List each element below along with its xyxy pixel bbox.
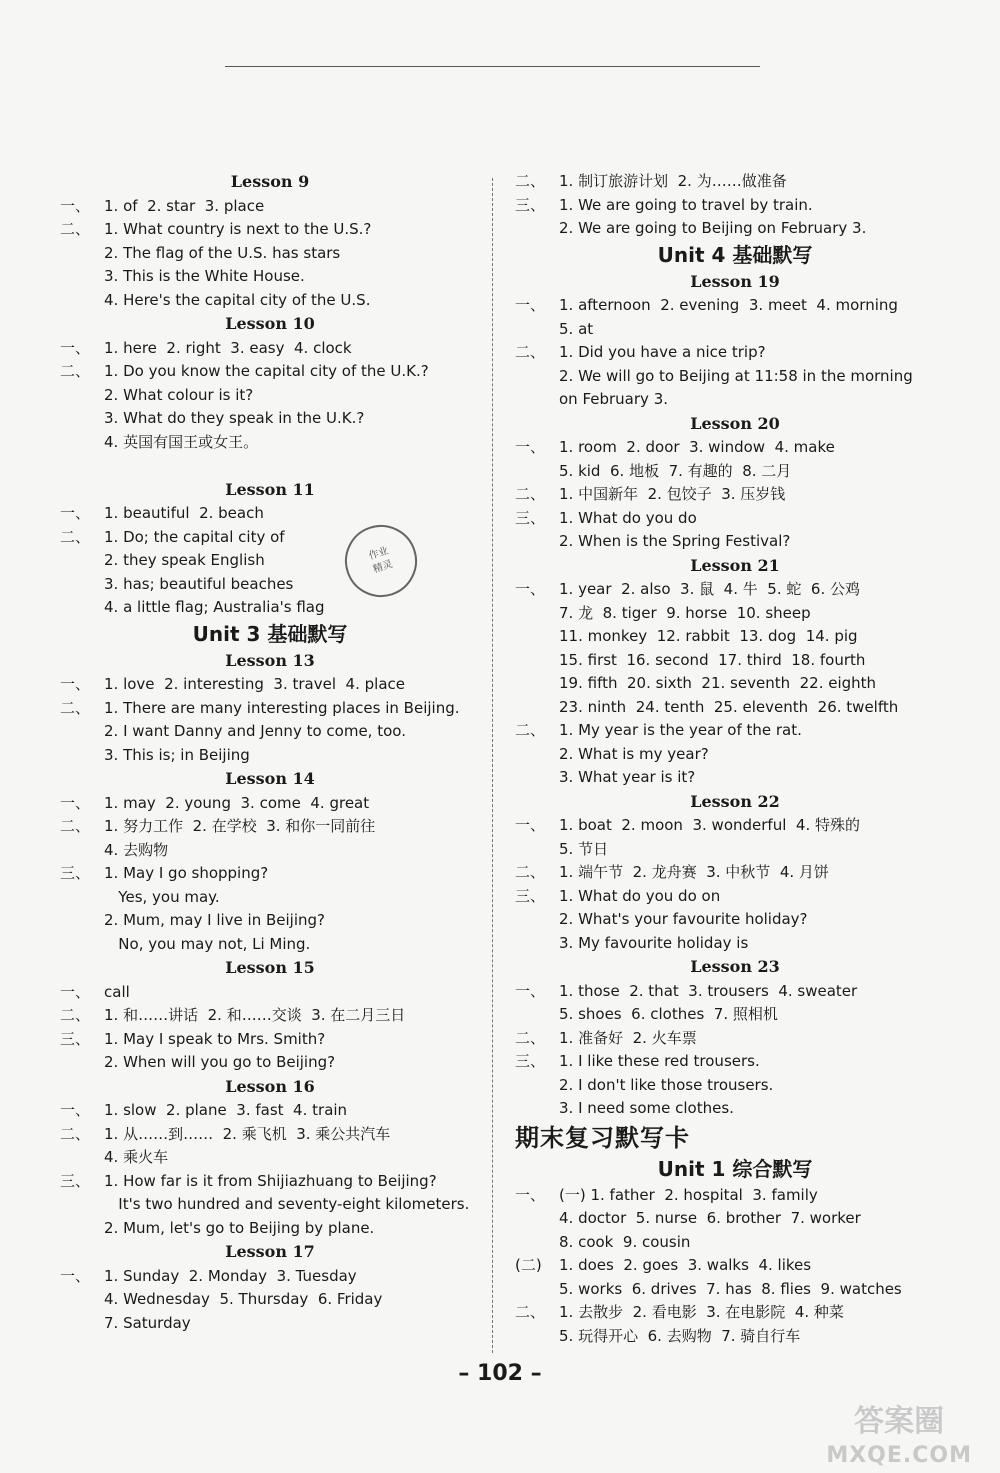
- answer-line: [515, 766, 955, 790]
- lesson-heading: Lesson 9: [230, 172, 310, 191]
- answer-text: 1. May I speak to Mrs. Smith?: [104, 1029, 326, 1048]
- answer-prefix: 二、: [515, 1028, 546, 1047]
- answer-text: 19. fifth 20. sixth 21. seventh 22. eighth: [559, 674, 877, 692]
- answer-line: [515, 1027, 955, 1051]
- answer-prefix: 一、: [515, 816, 546, 834]
- answer-prefix: 一、: [60, 982, 91, 1001]
- answer-text: 11. monkey 12. rabbit 13. dog 14. pig: [559, 627, 858, 645]
- answer-line: [60, 195, 480, 219]
- answer-prefix: 三、: [60, 1029, 91, 1048]
- answer-text: 2. Mum, may I live in Beijing?: [104, 911, 325, 929]
- lesson-heading: Lesson 14: [225, 769, 315, 788]
- answer-prefix: 三、: [515, 1052, 546, 1070]
- answer-line: [60, 1217, 480, 1241]
- lesson-heading: Lesson 21: [690, 555, 780, 575]
- answer-line: [60, 744, 480, 768]
- answer-line: [60, 886, 480, 910]
- answer-prefix: 二、: [60, 1124, 91, 1143]
- answer-line: [515, 170, 955, 194]
- answer-line: [60, 792, 480, 816]
- answer-line: [515, 932, 955, 956]
- answer-prefix: 一、: [60, 675, 91, 693]
- left-column: [60, 170, 480, 1335]
- answer-text: 1. 去散步 2. 看电影 3. 在电影院 4. 种菜: [559, 1303, 844, 1321]
- answer-text: 3. I need some clothes.: [559, 1099, 734, 1117]
- answer-line: [60, 1193, 480, 1217]
- answer-line: [515, 318, 955, 342]
- answer-line: [60, 1028, 480, 1052]
- answer-line: [515, 602, 955, 626]
- answer-text: 8. cook 9. cousin: [559, 1232, 691, 1251]
- answer-text: 1. here 2. right 3. easy 4. clock: [104, 338, 352, 357]
- answer-text: 1. 中国新年 2. 包饺子 3. 压岁钱: [559, 485, 786, 503]
- answer-prefix: 一、: [515, 580, 546, 598]
- answer-line: [60, 1051, 480, 1075]
- answer-line: [515, 460, 955, 484]
- answer-line: [515, 217, 955, 241]
- answer-prefix: 一、: [515, 1185, 546, 1204]
- answer-line: [60, 1312, 480, 1336]
- page-number-value: 102: [477, 1361, 523, 1386]
- right-column: [515, 170, 955, 1348]
- answer-text: 5. shoes 6. clothes 7. 照相机: [559, 1005, 778, 1023]
- stamp-text-1: 作业: [367, 545, 390, 563]
- answer-line: [60, 933, 480, 957]
- answer-text: 3. What year is it?: [559, 768, 696, 786]
- answer-line: [515, 625, 955, 649]
- answer-line: [515, 1231, 955, 1255]
- answer-line: [60, 1265, 480, 1289]
- answer-line: [515, 1184, 955, 1208]
- answer-text: 1. We are going to travel by train.: [559, 195, 813, 214]
- answer-line: [60, 815, 480, 839]
- answer-text: 1. I like these red trousers.: [559, 1052, 760, 1070]
- answer-line: [515, 341, 955, 365]
- answer-text: 1. beautiful 2. beach: [104, 504, 264, 522]
- answer-text: 1. There are many interesting places in Beijing.: [104, 698, 460, 717]
- answer-prefix: 三、: [515, 886, 546, 905]
- column-divider: [492, 178, 493, 1353]
- answer-text: Yes, you may.: [104, 887, 220, 906]
- answer-line: [515, 1050, 955, 1074]
- answer-prefix: 二、: [60, 817, 91, 835]
- answer-line: [60, 1146, 480, 1170]
- answer-line: [60, 1099, 480, 1123]
- answer-text: 1. 端午节 2. 龙舟赛 3. 中秋节 4. 月饼: [559, 863, 829, 881]
- answer-text: 2. When will you go to Beijing?: [104, 1053, 336, 1071]
- answer-text: 1. 和……讲话 2. 和……交谈 3. 在二月三日: [104, 1006, 406, 1024]
- answer-line: [60, 1170, 480, 1194]
- lesson-heading: Lesson 10: [225, 314, 315, 333]
- answer-line: [515, 838, 955, 862]
- answer-text: 1. May I go shopping?: [104, 864, 269, 882]
- answer-text: 2. The flag of the U.S. has stars: [104, 243, 341, 262]
- answer-line: [60, 981, 480, 1005]
- answer-line: [60, 697, 480, 721]
- answer-line: [60, 502, 480, 526]
- answer-text: 1. What do you do on: [559, 886, 721, 905]
- answer-line: [515, 908, 955, 932]
- answer-text: 2. What is my year?: [559, 744, 709, 763]
- answer-text: 2. Mum, let's go to Beijing by plane.: [104, 1218, 375, 1237]
- watermark-url: MXQE.COM: [826, 1443, 972, 1468]
- lesson-heading: Lesson 11: [225, 479, 315, 499]
- answer-prefix: 二、: [515, 172, 546, 190]
- answer-text: 5. 节日: [559, 839, 609, 858]
- answer-prefix: 二、: [515, 485, 546, 503]
- answer-line: [515, 578, 955, 602]
- top-rule: [225, 66, 760, 67]
- unit-heading: Unit 4 基础默写: [657, 242, 813, 267]
- answer-line: [515, 719, 955, 743]
- answer-text: 1. year 2. also 3. 鼠 4. 牛 5. 蛇 6. 公鸡: [559, 580, 860, 598]
- answer-line: [60, 720, 480, 744]
- answer-text: 1. How far is it from Shijiazhuang to Beijing?: [104, 1171, 437, 1190]
- answer-prefix: 二、: [515, 1303, 546, 1321]
- answer-line: [60, 909, 480, 933]
- answer-text: 2. What's your favourite holiday?: [559, 910, 808, 928]
- answer-line: [515, 1097, 955, 1121]
- lesson-heading: Lesson 17: [225, 1242, 315, 1261]
- page-number: – 102 –: [458, 1361, 542, 1386]
- answer-text: 1. My year is the year of the rat.: [559, 721, 802, 739]
- lesson-heading: Lesson 22: [690, 791, 780, 811]
- answer-text: 4. 乘火车: [104, 1148, 169, 1166]
- answer-text: 1. What country is next to the U.S.?: [104, 220, 372, 238]
- answer-prefix: 一、: [60, 338, 91, 357]
- answer-text: 15. first 16. second 17. third 18. fourth: [559, 650, 866, 669]
- answer-prefix: 二、: [515, 343, 546, 361]
- answer-text: 23. ninth 24. tenth 25. eleventh 26. twelfth: [559, 697, 899, 716]
- unit-heading: Unit 3 基础默写: [192, 621, 348, 646]
- section-title: 期末复习默写卡: [515, 1123, 690, 1152]
- watermark: [826, 1405, 972, 1473]
- answer-line: [60, 1288, 480, 1312]
- answer-text: 1. of 2. star 3. place: [104, 196, 265, 215]
- answer-text: 1. 准备好 2. 火车票: [559, 1028, 697, 1047]
- answer-line: [60, 289, 480, 313]
- answer-text: 3. has; beautiful beaches: [104, 574, 294, 593]
- answer-line: [60, 596, 480, 620]
- answer-text: 2. We will go to Beijing at 11:58 in the morning: [559, 366, 913, 385]
- answer-line: [515, 483, 955, 507]
- answer-text: 2. What colour is it?: [104, 385, 254, 404]
- answer-text: 1. 从……到…… 2. 乘飞机 3. 乘公共汽车: [104, 1124, 391, 1143]
- watermark-logo: 答案圈: [854, 1404, 945, 1439]
- answer-prefix: 一、: [515, 981, 546, 1000]
- answer-text: 1. may 2. young 3. come 4. great: [104, 793, 370, 812]
- answer-line: [515, 672, 955, 696]
- answer-line: [515, 980, 955, 1004]
- answer-text: 2. I want Danny and Jenny to come, too.: [104, 722, 406, 740]
- answer-text: 3. What do they speak in the U.K.?: [104, 409, 365, 427]
- answer-line: [60, 526, 480, 550]
- answer-line: [515, 1301, 955, 1325]
- answer-line: [515, 696, 955, 720]
- answer-text: 1. Did you have a nice trip?: [559, 343, 766, 361]
- answer-line: [515, 885, 955, 909]
- answer-text: 3. My favourite holiday is: [559, 933, 749, 952]
- answer-line: [515, 365, 955, 389]
- answer-text: No, you may not, Li Ming.: [104, 934, 311, 953]
- answer-prefix: (二): [515, 1256, 542, 1274]
- answer-text: 4. 英国有国王或女王。: [104, 432, 259, 451]
- answer-line: [60, 673, 480, 697]
- answer-line: [60, 1123, 480, 1147]
- answer-line: [515, 507, 955, 531]
- answer-text: It's two hundred and seventy-eight kilometers.: [104, 1195, 470, 1213]
- answer-text: 1. those 2. that 3. trousers 4. sweater: [559, 981, 858, 1000]
- answer-text: 3. This is; in Beijing: [104, 745, 250, 764]
- spacer: [60, 454, 480, 478]
- answer-text: 7. 龙 8. tiger 9. horse 10. sheep: [559, 603, 811, 622]
- answer-text: 4. doctor 5. nurse 6. brother 7. worker: [559, 1209, 861, 1227]
- answer-text: 1. boat 2. moon 3. wonderful 4. 特殊的: [559, 816, 860, 834]
- answer-prefix: 三、: [515, 508, 546, 527]
- answer-text: 1. Sunday 2. Monday 3. Tuesday: [104, 1266, 357, 1285]
- answer-text: 1. 努力工作 2. 在学校 3. 和你一同前往: [104, 817, 376, 835]
- answer-prefix: 一、: [60, 793, 91, 812]
- answer-text: (一) 1. father 2. hospital 3. family: [559, 1185, 818, 1204]
- answer-line: [60, 337, 480, 361]
- answer-line: [515, 294, 955, 318]
- answer-prefix: 二、: [60, 698, 91, 717]
- answer-prefix: 二、: [515, 863, 546, 881]
- answer-prefix: 三、: [515, 195, 546, 214]
- answer-line: [60, 1004, 480, 1028]
- answer-text: 1. love 2. interesting 3. travel 4. place: [104, 675, 405, 693]
- answer-line: [60, 384, 480, 408]
- answer-line: [60, 407, 480, 431]
- answer-text: 1. afternoon 2. evening 3. meet 4. morning: [559, 296, 898, 314]
- answer-line: [60, 265, 480, 289]
- answer-text: call: [104, 982, 130, 1001]
- answer-line: [515, 530, 955, 554]
- answer-text: 1. does 2. goes 3. walks 4. likes: [559, 1256, 812, 1274]
- answer-text: 2. they speak English: [104, 551, 265, 569]
- unit-heading: Unit 1 综合默写: [657, 1156, 813, 1181]
- lesson-heading: Lesson 15: [225, 958, 315, 977]
- answer-line: [60, 839, 480, 863]
- lesson-heading: Lesson 16: [225, 1076, 315, 1096]
- answer-line: [60, 573, 480, 597]
- answer-text: 4. Wednesday 5. Thursday 6. Friday: [104, 1290, 383, 1308]
- answer-text: 1. 制订旅游计划 2. 为……做准备: [559, 172, 787, 190]
- answer-prefix: 二、: [60, 527, 91, 546]
- answer-text: 5. at: [559, 319, 594, 338]
- answer-prefix: 二、: [60, 1006, 91, 1024]
- answer-prefix: 一、: [60, 1266, 91, 1285]
- answer-text: 2. When is the Spring Festival?: [559, 532, 791, 550]
- answer-text: 1. Do; the capital city of: [104, 527, 285, 546]
- answer-text: 2. We are going to Beijing on February 3.: [559, 219, 867, 237]
- answer-prefix: 三、: [60, 864, 91, 882]
- answer-text: 1. slow 2. plane 3. fast 4. train: [104, 1101, 348, 1119]
- answer-line: [515, 743, 955, 767]
- answer-line: [515, 861, 955, 885]
- answer-text: 5. works 6. drives 7. has 8. flies 9. watches: [559, 1279, 902, 1298]
- answer-line: [60, 242, 480, 266]
- answer-prefix: 二、: [60, 220, 91, 238]
- lesson-heading: Lesson 19: [690, 271, 780, 291]
- answer-line: [515, 814, 955, 838]
- lesson-heading: Lesson 13: [225, 650, 315, 670]
- lesson-heading: Lesson 23: [690, 957, 780, 976]
- answer-text: 1. What do you do: [559, 508, 697, 527]
- answer-prefix: 一、: [60, 196, 91, 215]
- answer-text: 3. This is the White House.: [104, 267, 305, 285]
- answer-text: 4. Here's the capital city of the U.S.: [104, 290, 371, 309]
- answer-line: [515, 1325, 955, 1349]
- answer-text: 1. Do you know the capital city of the U.K.?: [104, 362, 429, 380]
- lesson-heading: Lesson 20: [690, 413, 780, 433]
- answer-prefix: 二、: [60, 362, 91, 380]
- answer-text: 5. 玩得开心 6. 去购物 7. 骑自行车: [559, 1326, 801, 1345]
- answer-text: 1. room 2. door 3. window 4. make: [559, 438, 835, 456]
- answer-text: 4. a little flag; Australia's flag: [104, 598, 325, 616]
- answer-prefix: 一、: [515, 438, 546, 456]
- answer-text: 7. Saturday: [104, 1313, 191, 1332]
- answer-prefix: 三、: [60, 1171, 91, 1190]
- answer-line: [60, 218, 480, 242]
- answer-prefix: 二、: [515, 721, 546, 739]
- answer-prefix: 一、: [60, 1101, 91, 1119]
- answer-line: [515, 1254, 955, 1278]
- answer-text: on February 3.: [559, 390, 668, 408]
- answer-prefix: 一、: [515, 296, 546, 314]
- answer-line: [515, 388, 955, 412]
- answer-line: [515, 194, 955, 218]
- answer-line: [515, 1278, 955, 1302]
- answer-line: [60, 862, 480, 886]
- answer-line: [515, 436, 955, 460]
- answer-text: 5. kid 6. 地板 7. 有趣的 8. 二月: [559, 461, 792, 480]
- answer-line: [60, 360, 480, 384]
- answer-line: [515, 1207, 955, 1231]
- answer-line: [515, 1003, 955, 1027]
- answer-line: [515, 649, 955, 673]
- answer-text: 4. 去购物: [104, 840, 169, 859]
- answer-prefix: 一、: [60, 504, 91, 522]
- stamp-text-2: 精灵: [371, 558, 395, 576]
- answer-line: [515, 1074, 955, 1098]
- answer-text: 2. I don't like those trousers.: [559, 1075, 774, 1094]
- answer-line: [60, 431, 480, 455]
